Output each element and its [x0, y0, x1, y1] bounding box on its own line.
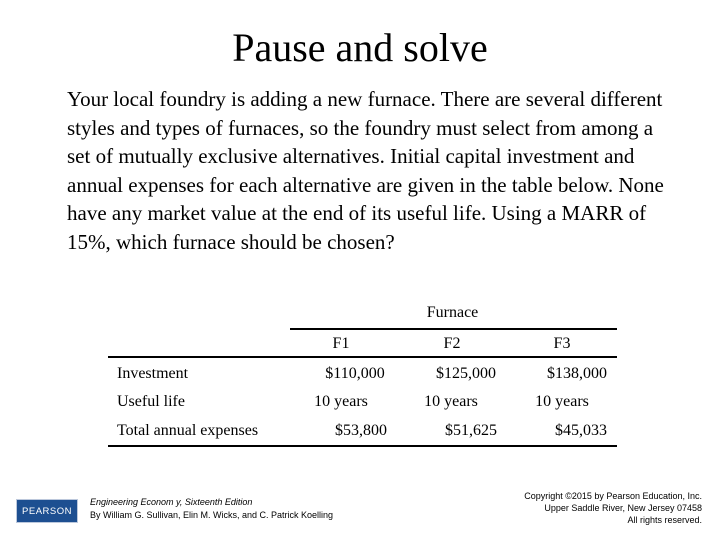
table-cell: 10 years — [314, 393, 368, 410]
row-label-useful-life: Useful life — [117, 393, 185, 410]
footer-citation — [90, 496, 333, 522]
pearson-logo: PEARSON — [16, 499, 78, 523]
table-cell: $110,000 — [325, 365, 385, 382]
table-group-header: Furnace — [426, 304, 479, 321]
table-cell: $125,000 — [436, 365, 496, 382]
row-label-total-annual-expenses: Total annual expenses — [117, 422, 259, 439]
copyright-line: All rights reserved. — [627, 515, 702, 525]
table-cell: $51,625 — [445, 422, 497, 439]
table-cell: $138,000 — [547, 365, 607, 382]
table-cell: 10 years — [535, 393, 589, 410]
footer-book-title: Engineering Econom y, Sixteenth Edition — [90, 497, 253, 507]
problem-statement: Your local foundry is adding a new furnace. There are several different styles and types of furnaces, so the foundry must select from among a set of mutually exclusive alternatives. Initial capital investment and annual expenses for each alternative are given in the table below. None have any market value at the end of its useful life. Using a MARR of 15%, which furnace should be chosen? — [67, 87, 664, 254]
copyright-line: Upper Saddle River, New Jersey 07458 — [544, 503, 702, 513]
table-cell: $53,800 — [335, 422, 387, 439]
column-header-f3: F3 — [553, 335, 571, 352]
row-label-investment: Investment — [117, 365, 189, 382]
footer-copyright — [524, 490, 702, 526]
header-divider — [290, 328, 617, 330]
column-header-f2: F2 — [443, 335, 461, 352]
column-header-divider — [108, 356, 617, 358]
table-bottom-divider — [108, 445, 617, 447]
table-cell: 10 years — [424, 393, 478, 410]
column-header-f1: F1 — [332, 335, 350, 352]
table-cell: $45,033 — [555, 422, 607, 439]
copyright-line: Copyright ©2015 by Pearson Education, Inc. — [524, 491, 702, 501]
footer-authors: By William G. Sullivan, Elin M. Wicks, and C. Patrick Koelling — [90, 510, 334, 520]
slide-title: Pause and solve — [232, 25, 488, 70]
